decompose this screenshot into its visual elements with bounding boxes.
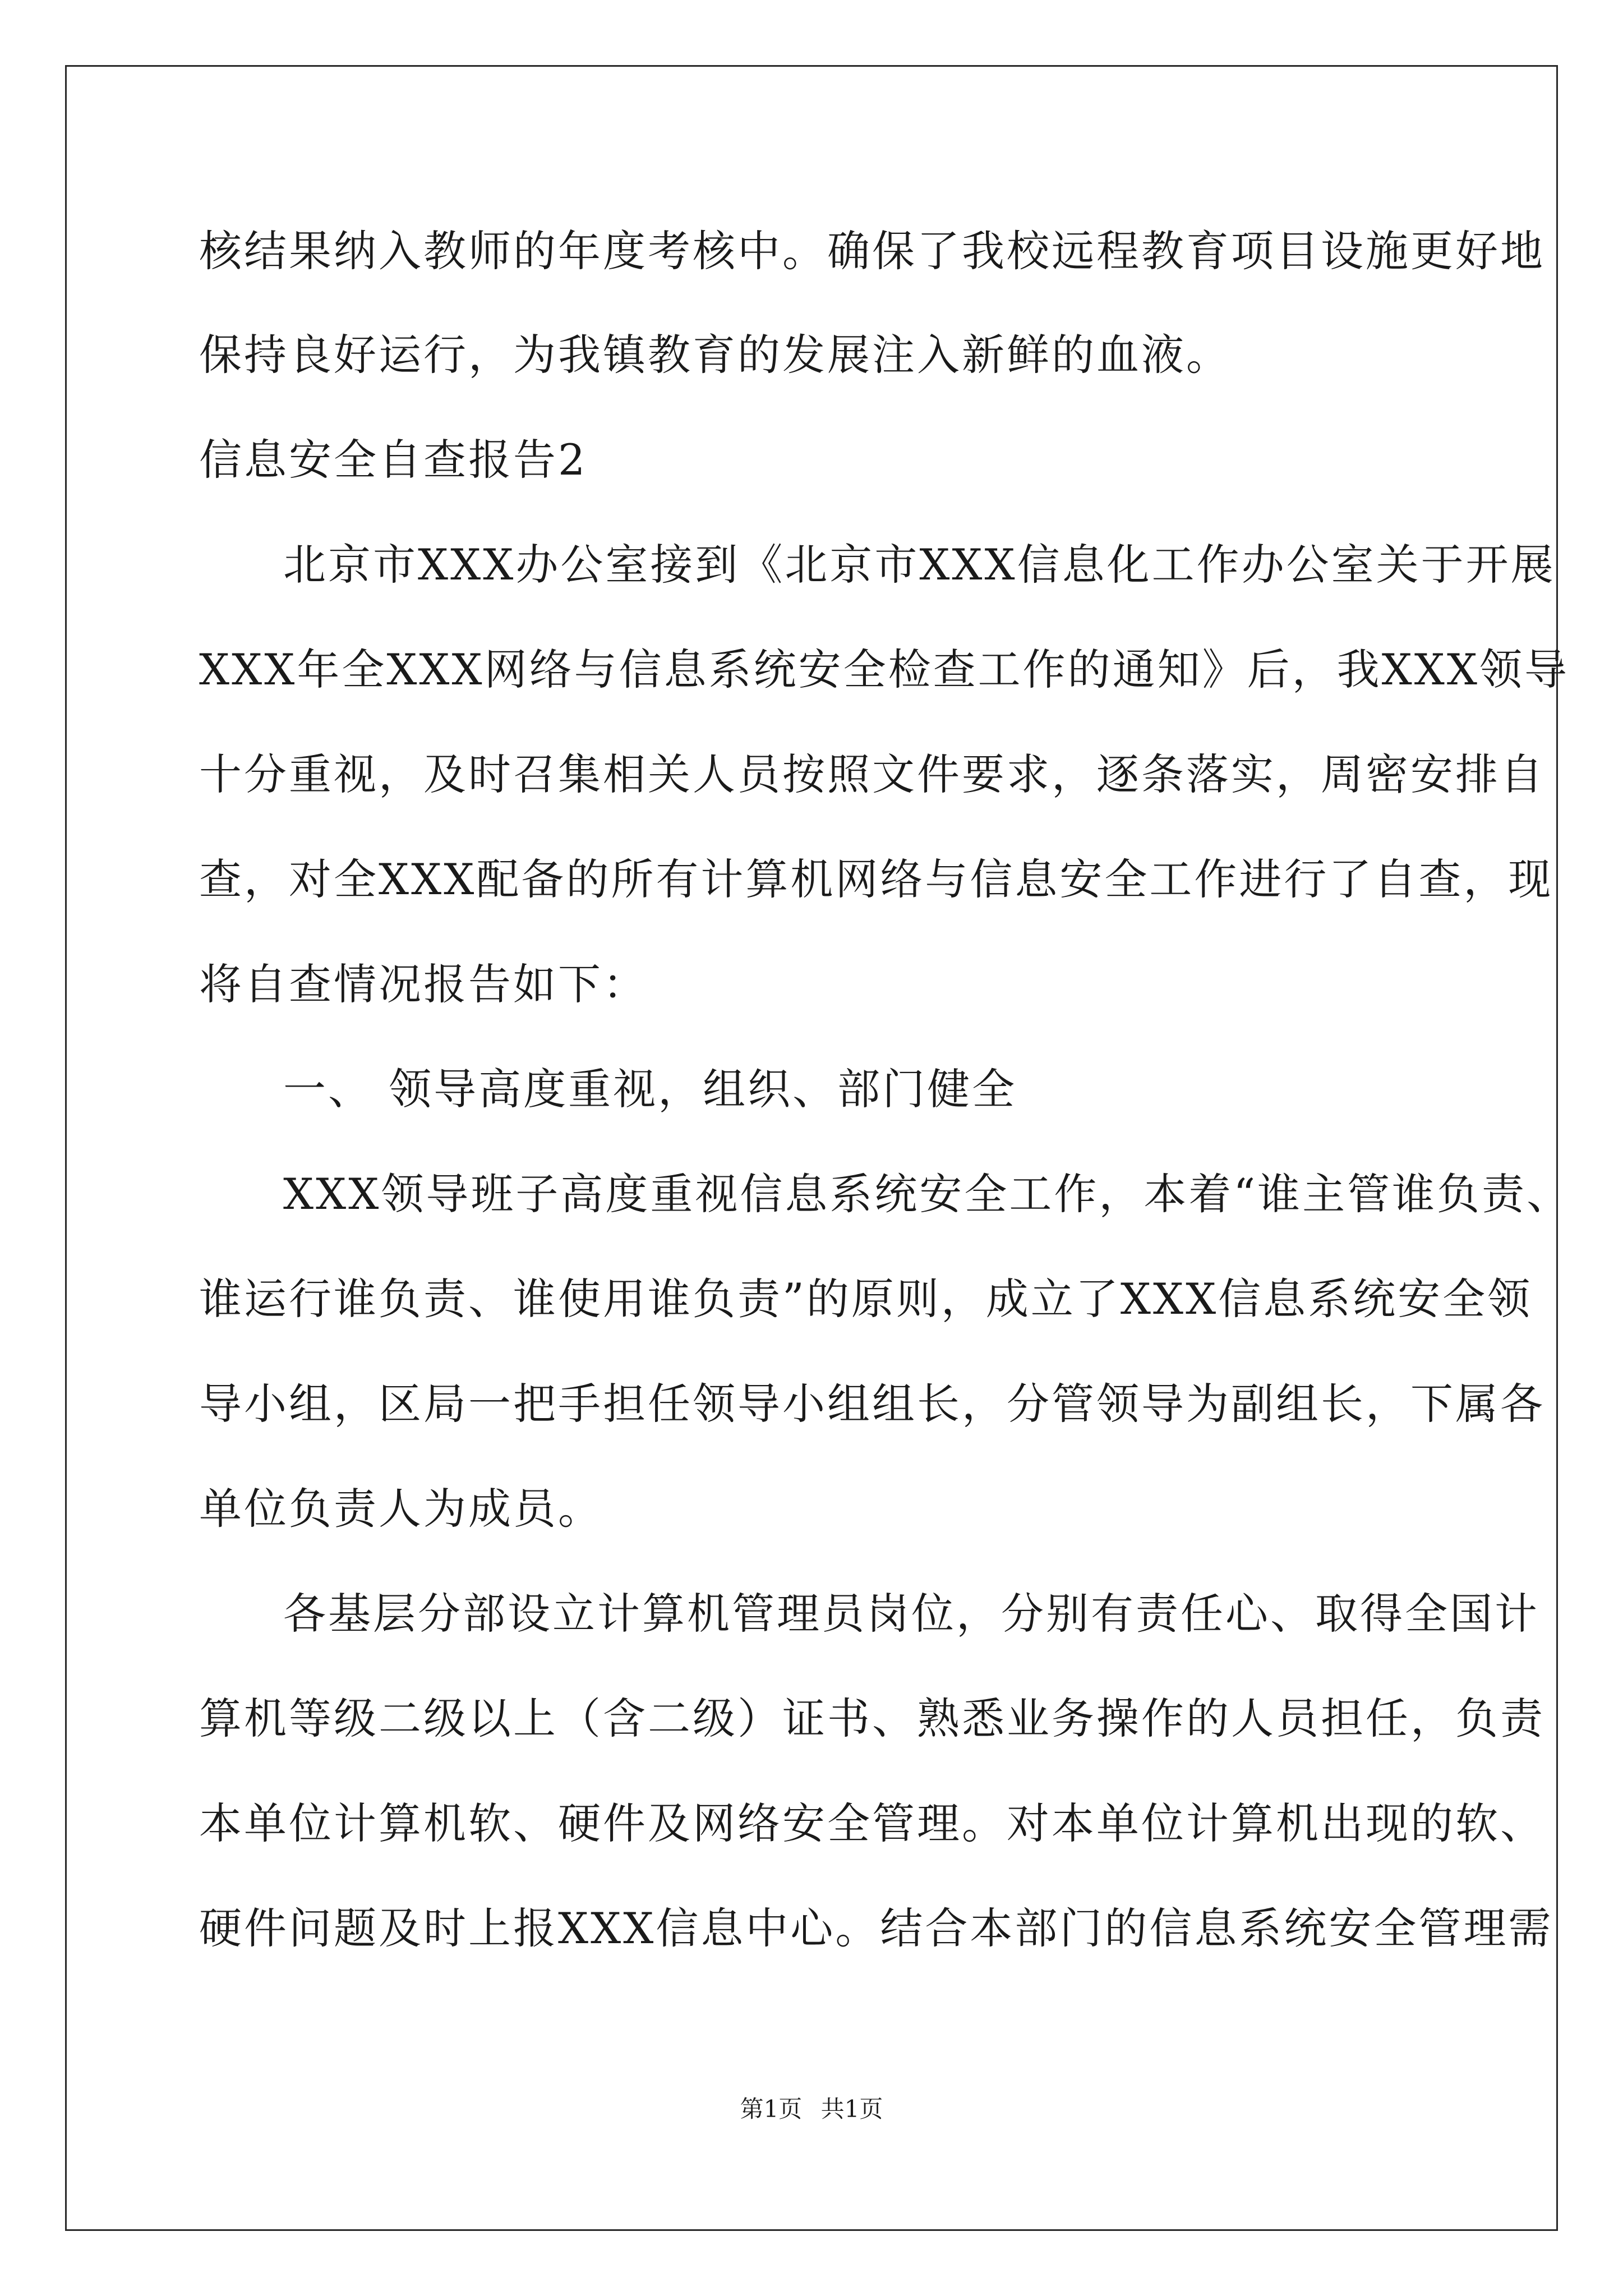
- paragraph-line: 单位负责人为成员。: [199, 1484, 603, 1534]
- paragraph-line: 导小组，区局一把手担任领导小组组长，分管领导为副组长，下属各: [199, 1379, 1545, 1429]
- page-number-total: 共1页: [820, 2095, 883, 2123]
- paragraph-line: 保持良好运行，为我镇教育的发展注入新鲜的血液。: [199, 330, 1231, 380]
- paragraph-line: 算机等级二级以上（含二级）证书、熟悉业务操作的人员担任，负责: [199, 1694, 1545, 1743]
- paragraph-line: 本单位计算机软、硬件及网络安全管理。对本单位计算机出现的软、: [199, 1798, 1545, 1848]
- page-number-current: 第1页: [740, 2095, 803, 2123]
- paragraph-line: 将自查情况报告如下：: [199, 959, 648, 1009]
- paragraph-line: XXX领导班子高度重视信息系统安全工作，本着“谁主管谁负责、: [283, 1169, 1572, 1219]
- paragraph-line: 各基层分部设立计算机管理员岗位，分别有责任心、取得全国计: [283, 1589, 1539, 1639]
- page-footer: [0, 2092, 1623, 2126]
- paragraph-line: XXX年全XXX网络与信息系统安全检查工作的通知》后，我XXX领导: [199, 645, 1569, 694]
- paragraph-line: 北京市XXX办公室接到《北京市XXX信息化工作办公室关于开展: [283, 540, 1556, 590]
- section-heading: 一、 领导高度重视，组织、部门健全: [283, 1064, 1017, 1114]
- paragraph-line: 查，对全XXX配备的所有计算机网络与信息安全工作进行了自查，现: [199, 854, 1553, 904]
- paragraph-line: 十分重视，及时召集相关人员按照文件要求，逐条落实，周密安排自: [199, 749, 1545, 799]
- paragraph-line: 核结果纳入教师的年度考核中。确保了我校远程教育项目设施更好地: [199, 226, 1545, 276]
- paragraph-line: 硬件问题及时上报XXX信息中心。结合本部门的信息系统安全管理需: [199, 1903, 1553, 1953]
- section-title: 信息安全自查报告2: [199, 435, 588, 485]
- paragraph-line: 谁运行谁负责、谁使用谁负责”的原则，成立了XXX信息系统安全领: [199, 1274, 1533, 1324]
